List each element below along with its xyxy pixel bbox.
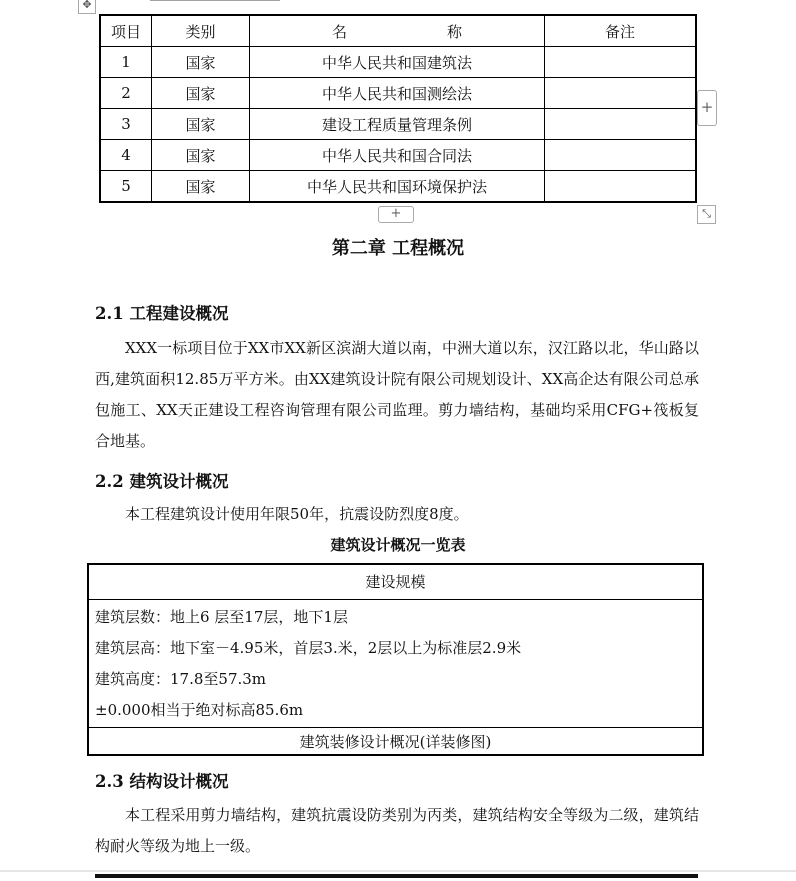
design-table-header[interactable]: 建设规模: [89, 565, 702, 600]
design-table-title: 建筑设计概况一览表: [330, 536, 466, 554]
row-cell-note[interactable]: [545, 171, 697, 203]
header-cell-name[interactable]: [250, 15, 545, 47]
row-cell-no[interactable]: 4: [100, 140, 152, 171]
table-row: [100, 140, 696, 171]
design-overview-table: [87, 563, 704, 756]
row-cell-category[interactable]: 国家: [152, 47, 250, 78]
row-cell-no[interactable]: 2: [100, 78, 152, 109]
page-edge: [0, 870, 796, 872]
header-cell-category[interactable]: 类别: [152, 15, 250, 47]
design-line-floor-height[interactable]: 建筑层高：地下室－4.95米，首层3.米，2层以上为标准层2.9米: [95, 639, 522, 657]
regulation-table: [99, 14, 697, 203]
row-cell-category[interactable]: 国家: [152, 78, 250, 109]
row-cell-note[interactable]: [545, 78, 697, 109]
section-body-2-2: 本工程建筑设计使用年限50年，抗震设防烈度8度。: [125, 505, 469, 523]
header-cell-note[interactable]: 备注: [545, 15, 697, 47]
row-cell-name[interactable]: 中华人民共和国合同法: [250, 140, 545, 171]
row-cell-category[interactable]: 国家: [152, 171, 250, 203]
table-row: [100, 47, 696, 78]
design-table-footer[interactable]: 建筑装修设计概况(详装修图): [89, 727, 702, 757]
clipped-text-line: [150, 0, 280, 4]
row-cell-name[interactable]: 中华人民共和国建筑法: [250, 47, 545, 78]
table-row: [100, 78, 696, 109]
row-cell-name[interactable]: 中华人民共和国环境保护法: [250, 171, 545, 203]
table-resize-handle[interactable]: [697, 205, 716, 224]
section-body-2-3: 本工程采用剪力墙结构，建筑抗震设防类别为丙类，建筑结构安全等级为二级，建筑结构耐火等级为地上一级。: [95, 806, 699, 855]
row-cell-category[interactable]: 国家: [152, 140, 250, 171]
row-cell-note[interactable]: [545, 140, 697, 171]
chapter-title: 第二章 工程概况: [331, 238, 465, 259]
header-cell-no[interactable]: 项目: [100, 15, 152, 47]
row-cell-no[interactable]: 1: [100, 47, 152, 78]
design-line-floors[interactable]: 建筑层数：地上6 层至17层，地下1层: [95, 608, 348, 626]
row-cell-name[interactable]: 中华人民共和国测绘法: [250, 78, 545, 109]
row-cell-name[interactable]: 建设工程质量管理条例: [250, 109, 545, 140]
next-table-top-border: [95, 874, 698, 878]
add-row-button[interactable]: +: [378, 206, 414, 223]
table-row: [100, 171, 696, 203]
table-header-row: [100, 15, 696, 47]
table-row: [100, 109, 696, 140]
section-heading-2-1: 2.1 工程建设概况: [95, 304, 229, 323]
section-body-2-1: XXX一标项目位于XX市XX新区滨湖大道以南，中洲大道以东，汉江路以北，华山路以西,建筑面积12.85万平方米。由XX建筑设计院有限公司规划设计、XX高企达有限公司总承包施工、XX天正建设工程咨询管理有限公司监理。剪力墙结构，基础均采用CFG+筏板复合地基。: [95, 339, 699, 450]
header-name-text: 名 称: [332, 22, 462, 41]
row-cell-category[interactable]: 国家: [152, 109, 250, 140]
design-line-elevation[interactable]: ±0.000相当于绝对标高85.6m: [95, 701, 304, 719]
section-heading-2-3: 2.3 结构设计概况: [95, 772, 229, 791]
move-icon: ✥: [82, 0, 92, 11]
section-heading-2-2: 2.2 建筑设计概况: [95, 472, 229, 491]
resize-icon: ⤡: [702, 207, 711, 220]
design-line-building-height[interactable]: 建筑高度：17.8至57.3m: [95, 670, 267, 688]
row-cell-note[interactable]: [545, 109, 697, 140]
table-move-handle[interactable]: [78, 0, 96, 14]
row-cell-no[interactable]: 5: [100, 171, 152, 203]
row-cell-no[interactable]: 3: [100, 109, 152, 140]
row-cell-note[interactable]: [545, 47, 697, 78]
add-column-button[interactable]: +: [697, 90, 717, 126]
